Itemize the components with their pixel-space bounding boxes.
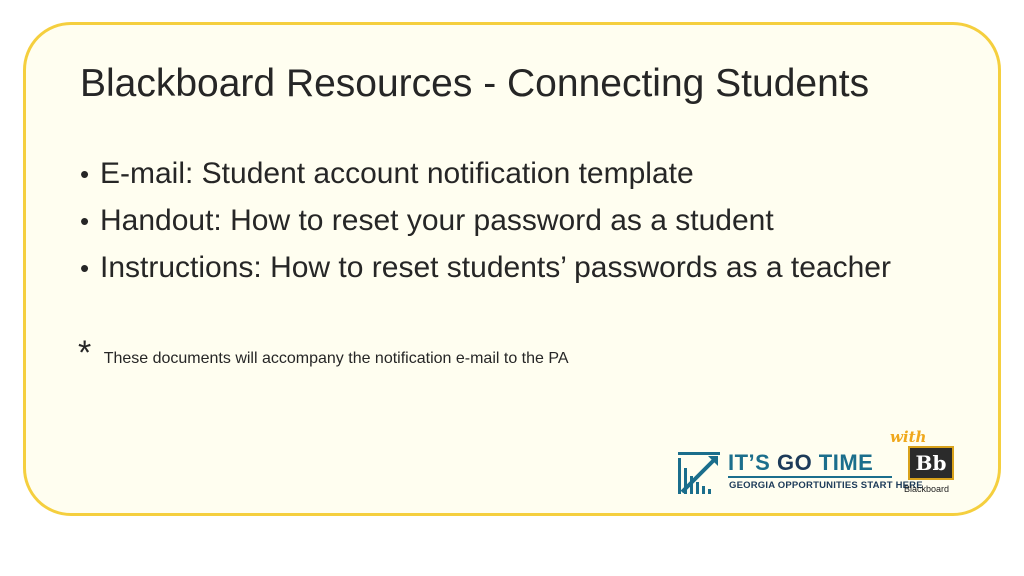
- bullet-item-handout: [80, 203, 900, 239]
- bullet-text: Instructions: How to reset students’ passwords as a teacher: [100, 251, 891, 284]
- bullet-text: Handout: How to reset your password as a student: [100, 204, 774, 237]
- logo-with-text: with: [890, 428, 927, 446]
- logo-tagline: GEORGIA OPPORTUNITIES START HERE: [729, 480, 923, 491]
- bullet-text: E-mail: Student account notification template: [100, 157, 694, 190]
- footnote-text: These documents will accompany the notification e-mail to the PA: [103, 350, 569, 367]
- footnote: [78, 336, 569, 370]
- bullet-dot: •: [80, 253, 90, 283]
- bullet-dot: •: [80, 159, 90, 189]
- blackboard-logo-icon: Bb: [908, 446, 954, 480]
- rising-arrow-icon: [678, 450, 720, 494]
- bullet-list: [80, 156, 900, 297]
- logo-divider: [728, 476, 892, 478]
- its-go-time-logo: [678, 428, 968, 500]
- asterisk-icon: *: [78, 334, 92, 372]
- logo-wordmark: IT’S GO TIME: [728, 450, 874, 475]
- bullet-item-instructions: [80, 250, 900, 286]
- blackboard-label: Blackboard: [904, 484, 950, 494]
- bullet-dot: •: [80, 206, 90, 236]
- bullet-item-email: [80, 156, 900, 192]
- slide-title: Blackboard Resources - Connecting Students: [80, 62, 870, 105]
